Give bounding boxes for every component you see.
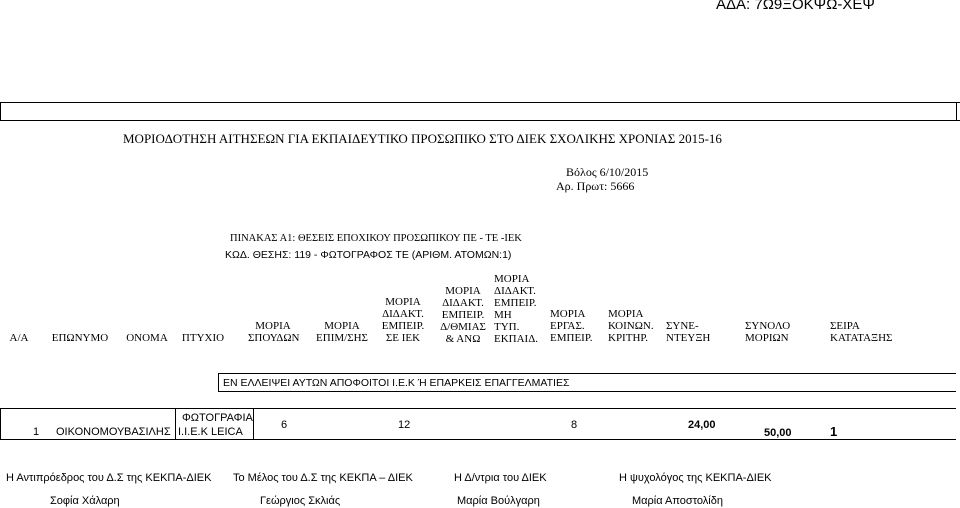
row-training: 12 <box>398 419 411 431</box>
frame-line-2 <box>0 120 960 121</box>
table-title: ΠΙΝΑΚΑΣ Α1: ΘΕΣΕΙΣ ΕΠΟΧΙΚΟΥ ΠΡΟΣΩΠΙΚΟΥ ΠΕ - ΤΕ -ΙΕΚ <box>230 233 522 244</box>
frame-left-line <box>0 102 1 120</box>
row-surname: ΟΙΚΟΝΟΜΟΥ <box>56 426 125 438</box>
header-teach-secondary: ΜΟΡΙΑ ΔΙΔΑΚΤ. ΕΜΠΕΙΡ. Δ/ΘΜΙΑΣ & ΑΝΩ <box>440 285 486 345</box>
row-name: ΒΑΣΙΛΗΣ <box>124 426 171 438</box>
signature-name-3: Μαρία Βούλγαρη <box>457 495 540 507</box>
signature-role-4: Η ψυχολόγος της ΚΕΚΠΑ-ΔΙΕΚ <box>619 472 772 484</box>
place-date: Βόλος 6/10/2015 <box>566 165 649 179</box>
header-teach-iek: ΜΟΡΙΑ ΔΙΔΑΚΤ. ΕΜΠΕΙΡ. ΣΕ ΙΕΚ <box>381 296 425 344</box>
header-rank: ΣΕΙΡΑ ΚΑΤΑΤΑΞΗΣ <box>830 320 893 344</box>
row-degree-left-line <box>175 408 176 439</box>
note-text: ΕΝ ΕΛΛΕΙΨΕΙ ΑΥΤΩΝ ΑΠΟΦΟΙΤΟΙ Ι.Ε.Κ Ή ΕΠΑΡΚΕΙΣ ΕΠΑΓΓΕΛΜΑΤΙΕΣ <box>223 377 570 389</box>
header-teach-non-formal: ΜΟΡΙΑ ΔΙΔΑΚΤ. ΕΜΠΕΙΡ. ΜΗ ΤΥΠ. ΕΚΠΑΙΔ. <box>494 273 539 345</box>
document-title: ΜΟΡΙΟΔΟΤΗΣΗ ΑΙΤΗΣΕΩΝ ΓΙΑ ΕΚΠΑΙΔΕΥΤΙΚΟ ΠΡΟΣΩΠΙΚΟ ΣΤΟ ΔΙΕΚ ΣΧΟΛΙΚΗΣ ΧΡΟΝΙΑΣ 2015-16 <box>123 131 722 146</box>
row-work-total: 24,00 <box>688 419 716 431</box>
row-aa: 1 <box>33 426 40 438</box>
row-bottom-line <box>0 439 956 440</box>
header-total: ΣΥΝΟΛΟ ΜΟΡΙΩΝ <box>745 320 791 344</box>
header-degree: ΠΤΥΧΙΟ <box>181 332 225 344</box>
header-surname: ΕΠΩΝΥΜΟ <box>51 332 109 344</box>
header-social: ΜΟΡΙΑ ΚΟΙΝΩΝ. ΚΡΙΤΗΡ. <box>608 308 654 344</box>
row-left-line <box>0 408 1 439</box>
note-left-line <box>218 373 219 391</box>
signature-role-1: Η Αντιπρόεδρος του Δ.Σ της ΚΕΚΠΑ-ΔΙΕΚ <box>6 472 212 484</box>
ada-code: ΑΔΑ: 7Ω9ΞΟΚΨΩ-ΧΕΨ <box>716 0 875 13</box>
signature-role-2: Το Μέλος του Δ.Σ της ΚΕΚΠΑ – ΔΙΕΚ <box>233 472 413 484</box>
position-code: ΚΩΔ. ΘΕΣΗΣ: 119 - ΦΩΤΟΓΡΑΦΟΣ ΤΕ (ΑΡΙΘΜ. ΑΤΟΜΩΝ:1) <box>225 249 512 261</box>
row-total: 50,00 <box>764 427 792 439</box>
row-rank: 1 <box>830 424 838 439</box>
row-top-line <box>0 408 956 409</box>
header-name: ΟΝΟΜΑ <box>126 332 168 344</box>
row-degree-line2: Ι.Ι.Ε.Κ LEICA <box>178 426 243 438</box>
note-top-line <box>218 373 956 374</box>
row-studies: 6 <box>281 419 288 431</box>
signature-role-3: Η Δ/ντρια του ΔΙΕΚ <box>454 472 547 484</box>
header-studies: ΜΟΡΙΑ ΣΠΟΥΔΩΝ <box>248 320 300 344</box>
row-degree-right-line <box>253 408 254 439</box>
frame-top-line <box>0 102 960 103</box>
protocol-number: Αρ. Πρωτ: 5666 <box>556 179 635 193</box>
header-work-exp: ΜΟΡΙΑ ΕΡΓΑΣ. ΕΜΠΕΙΡ. <box>550 308 593 344</box>
note-bottom-line <box>218 391 956 392</box>
header-training: ΜΟΡΙΑ ΕΠΙΜ/ΣΗΣ <box>316 320 368 344</box>
frame-right-line <box>956 102 957 120</box>
signature-name-1: Σοφία Χάλαρη <box>50 495 120 507</box>
signature-name-2: Γεώργιος Σκλιάς <box>260 495 341 507</box>
header-aa: Α/Α <box>9 332 29 344</box>
signature-name-4: Μαρία Αποστολίδη <box>632 495 723 507</box>
row-work: 8 <box>571 419 578 431</box>
row-degree-line1: ΦΩΤΟΓΡΑΦΙΑ <box>182 412 253 424</box>
header-interview: ΣΥΝΕ- ΝΤΕΥΞΗ <box>666 320 711 344</box>
